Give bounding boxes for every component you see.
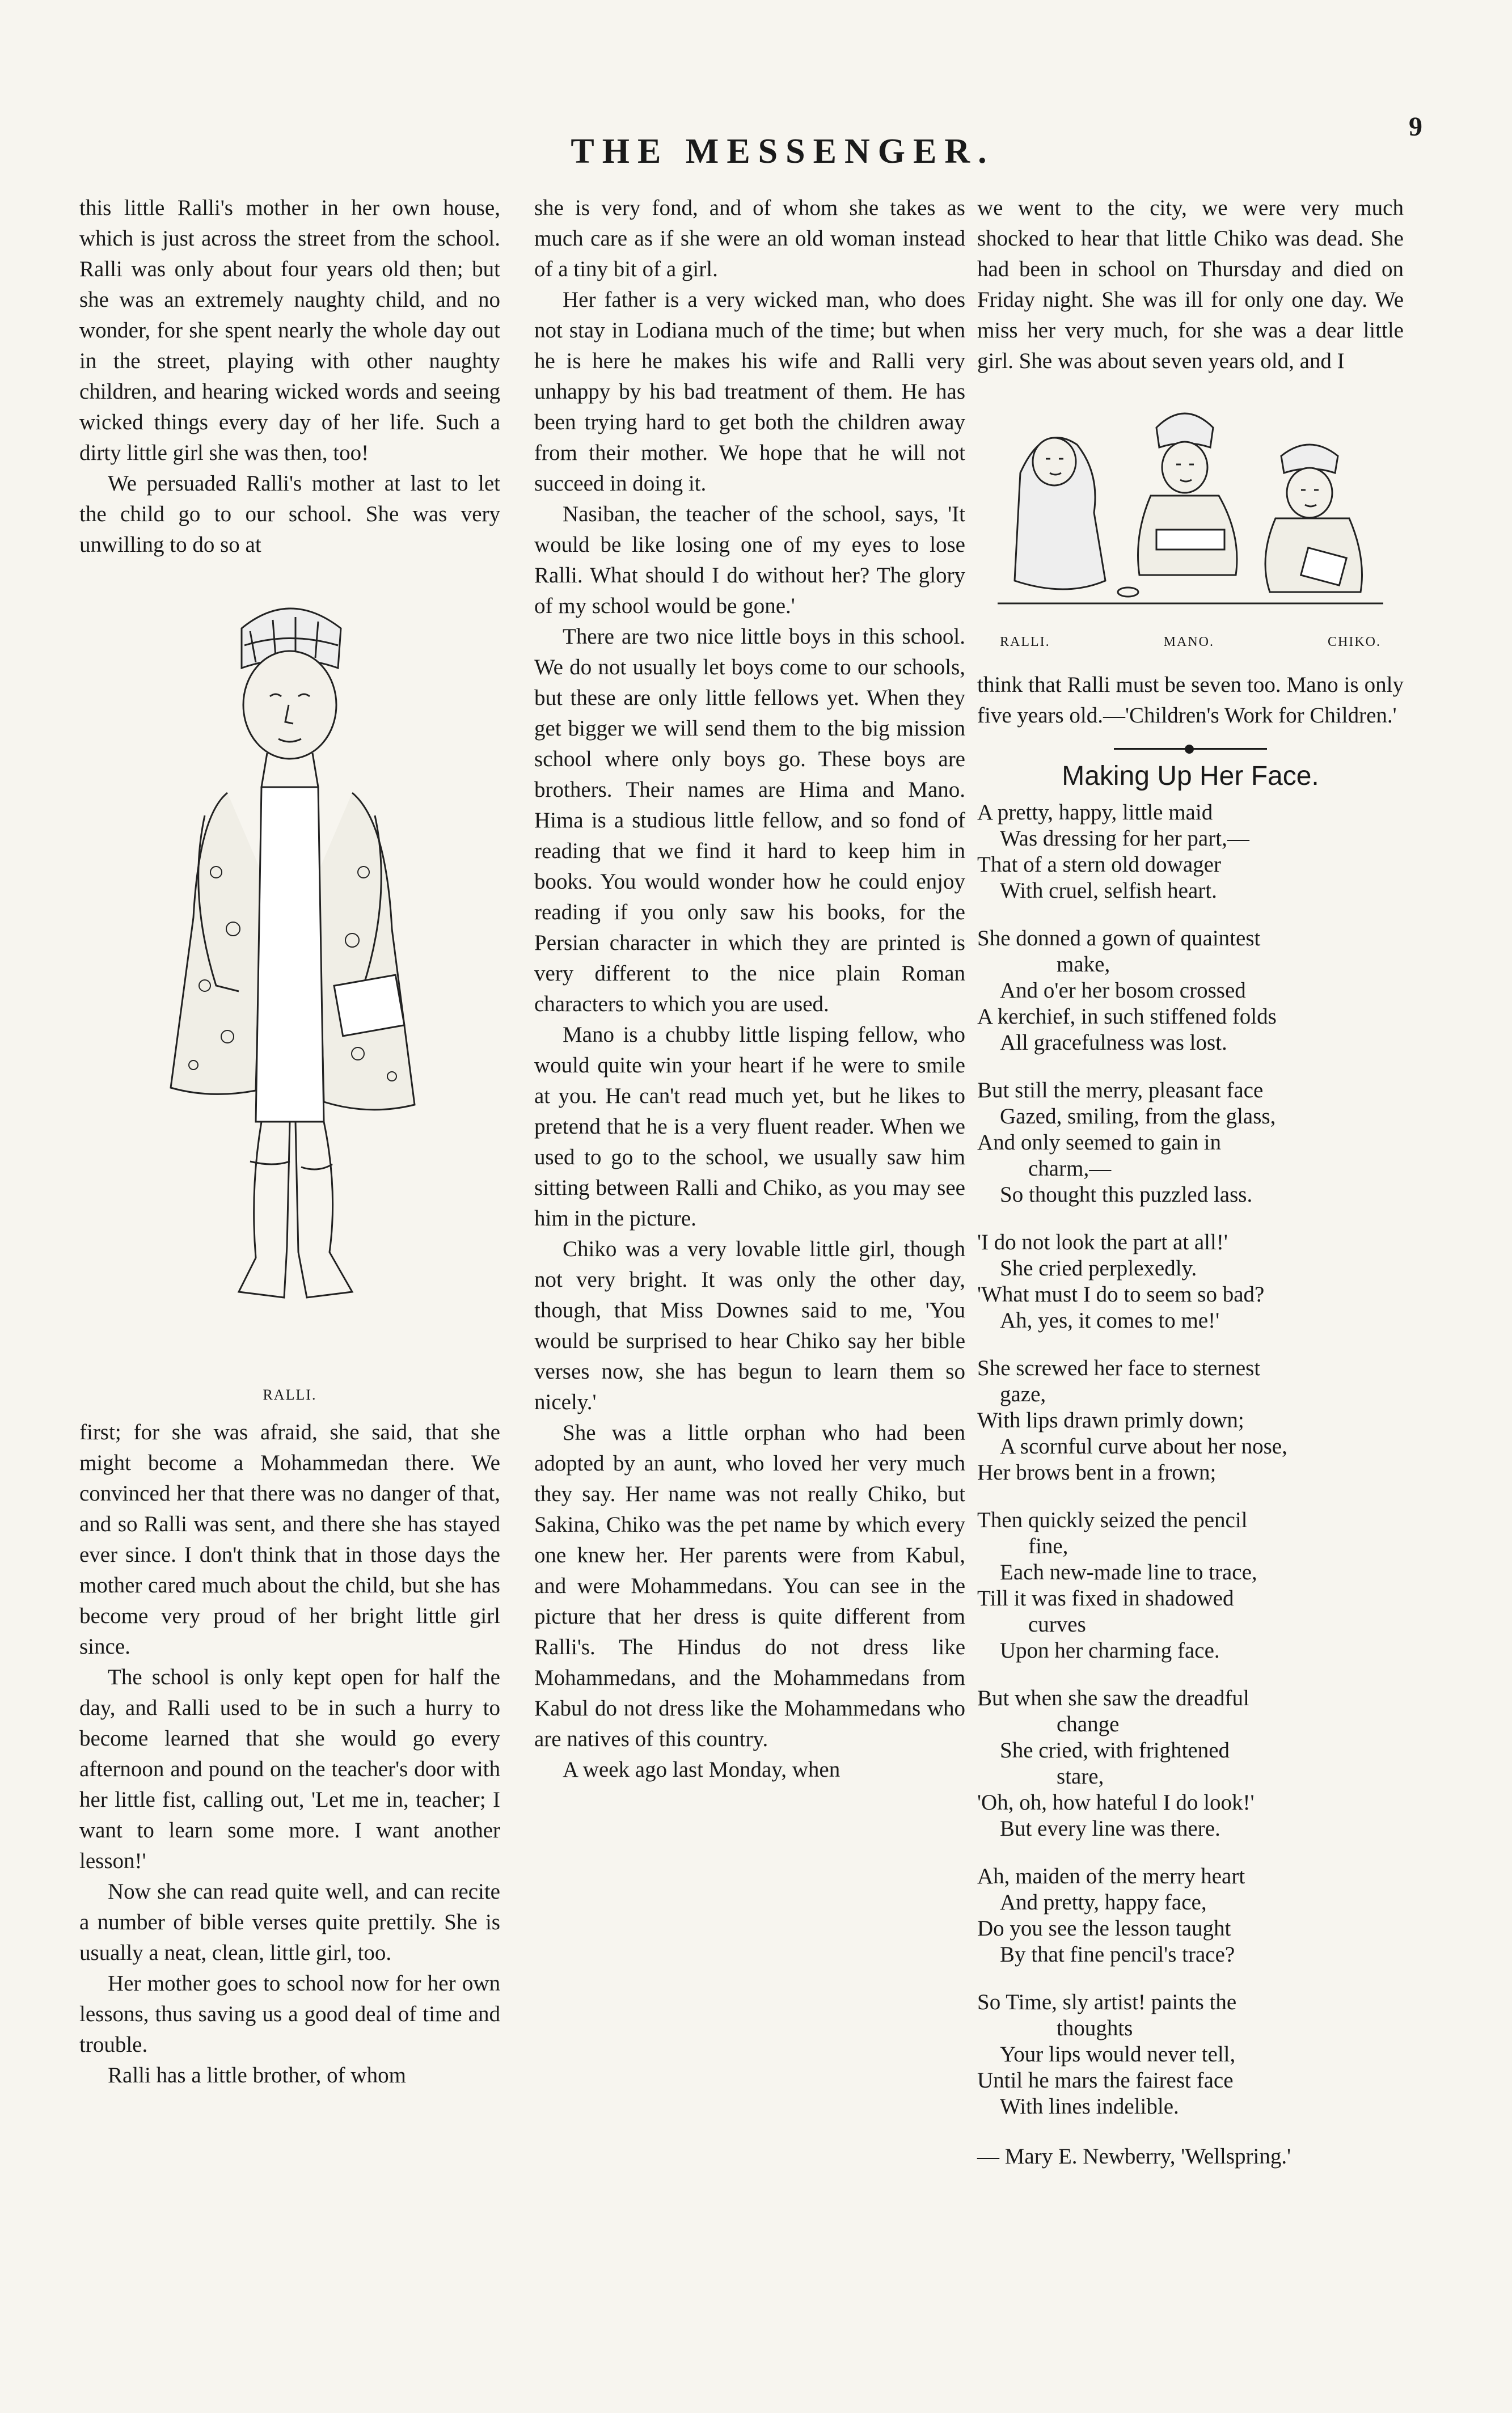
- poem-title: Making Up Her Face.: [1062, 761, 1319, 791]
- poem-line: But still the merry, pleasant face: [977, 1078, 1264, 1102]
- poem-line: And only seemed to gain in: [977, 1130, 1222, 1155]
- figure-caption: RALLI.: [263, 1387, 317, 1403]
- paragraph: The school is only kept open for half the day, and Ralli used to be in such a hurry to become learned that she would go every afternoon and pound on the teacher's door with her little fist, calling out, 'Let me in, teacher; I want to learn some more. I want another lesson!': [79, 1665, 500, 1873]
- paragraph: There are two nice little boys in this school. We do not usually let boys come to our schools, but these are only little fellows yet. When they get bigger we will send them to the big mission school where only boys go. These boys are brothers. Their names are Hima and Mano. Hima is a studious little fellow, and so fond of reading that we find it hard to keep him in books. You would wonder how he could enjoy reading if you only saw his books, for the Persian character in which they are printed is very different to the nice plain Roman characters to which you are used.: [534, 624, 965, 1016]
- poem-line: fine,: [1028, 1534, 1068, 1558]
- column-1: [79, 193, 500, 2091]
- figure-captions: [977, 627, 1404, 657]
- poem-line: She cried perplexedly.: [1000, 1256, 1197, 1281]
- poem-line: make,: [1057, 952, 1110, 977]
- three-children-illustration: [977, 388, 1404, 623]
- poem-line: Her brows bent in a frown;: [977, 1460, 1217, 1485]
- poem-line: Your lips would never tell,: [1000, 2042, 1236, 2067]
- poem-line: thoughts: [1057, 2016, 1133, 2040]
- poem-line: A pretty, happy, little maid: [977, 800, 1213, 825]
- poem-line: stare,: [1057, 1764, 1104, 1789]
- poem-line: change: [1057, 1712, 1120, 1736]
- poem-line: All gracefulness was lost.: [1000, 1030, 1227, 1055]
- poem-line: Gazed, smiling, from the glass,: [1000, 1104, 1276, 1129]
- poem-line: Each new-made line to trace,: [1000, 1560, 1257, 1584]
- poem-body: [977, 800, 1404, 2120]
- poem-stanza: [977, 1685, 1404, 1842]
- paragraph: Nasiban, the teacher of the school, says, 'It would be like losing one of my eyes to lose Ralli. What should I do without her? The glory of my school would be gone.': [534, 502, 965, 618]
- caption-mano: MANO.: [1163, 635, 1214, 649]
- poem-line: 'What must I do to seem so bad?: [977, 1282, 1265, 1307]
- caption-ralli: RALLI.: [1000, 635, 1050, 649]
- poem-stanza: [977, 1989, 1404, 2120]
- paragraph: this little Ralli's mother in her own house, which is just across the street from the school. Ralli was only about four years old then; but she was an extremely naughty child, and no wonder, for she spent nearly the whole day out in the street, playing with other naughty children, and hearing wicked words and seeing wicked things every day of her life. Such a dirty little girl she was then, too!: [79, 196, 500, 465]
- page-number: 9: [1409, 112, 1422, 142]
- poem-line: But when she saw the dreadful: [977, 1686, 1249, 1710]
- poem-stanza: [977, 926, 1404, 1056]
- masthead-title: THE MESSENGER.: [571, 132, 995, 171]
- column-2: [534, 193, 965, 1785]
- paragraph: Her father is a very wicked man, who does not stay in Lodiana much of the time; but when he is here he makes his wife and Ralli very unhappy by his bad treatment of them. He has been trying hard to get both the children away from their mother. We hope that he will not succeed in doing it.: [534, 288, 965, 496]
- paragraph: Ralli has a little brother, of whom: [108, 2063, 406, 2087]
- poem-line: charm,—: [1028, 1156, 1112, 1181]
- poem-line: A scornful curve about her nose,: [1000, 1434, 1287, 1459]
- poem-line: Ah, maiden of the merry heart: [977, 1864, 1245, 1888]
- paragraph: She was a little orphan who had been adopted by an aunt, who loved her very much they say. Her name was not really Chiko, but Sakina, Chiko was the pet name by which every one knew her. Her parents were from Kabul, and were Mohammedans. You can see in the picture that her dress is quite different from Ralli's. The Hindus do not dress like Mohammedans, and the Mohammedans from Kabul do not dress like the Mohammedans who are natives of this country.: [534, 1421, 965, 1751]
- poem-line: With lines indelible.: [1000, 2094, 1179, 2119]
- poem-line: By that fine pencil's trace?: [1000, 1942, 1235, 1967]
- poem-line: That of a stern old dowager: [977, 852, 1221, 877]
- paragraph: think that Ralli must be seven too. Mano is only five years old.—'Children's Work for Children.': [977, 673, 1404, 728]
- poem-stanza: [977, 1507, 1404, 1664]
- poem-line: Till it was fixed in shadowed: [977, 1586, 1234, 1611]
- paragraph: first; for she was afraid, she said, that she might become a Mohammedan there. We convinced her that there was no danger of that, and so Ralli was sent, and there she has stayed ever since. I don't think that in those days the mother cared much about the child, but she has become very proud of her bright little girl since.: [79, 1420, 500, 1659]
- paragraph: Chiko was a very lovable little girl, though not very bright. It was only the other day, though, that Miss Downes said to me, 'You would be surprised to hear Chiko say her bible verses now, she has begun to learn them so nicely.': [534, 1237, 965, 1414]
- paragraph: A week ago last Monday, when: [563, 1757, 841, 1782]
- poem-line: She donned a gown of quaintest: [977, 926, 1261, 950]
- poem-stanza: [977, 1355, 1404, 1486]
- paragraph: we went to the city, we were very much shocked to hear that little Chiko was dead. She had been in school on Thursday and died on Friday night. She was ill for only one day. We miss her very much, for she was a dear little girl. She was about seven years old, and I: [977, 196, 1404, 373]
- poem-line: 'Oh, oh, how hateful I do look!': [977, 1790, 1255, 1815]
- poem-line: 'I do not look the part at all!': [977, 1230, 1228, 1254]
- poem-line: Do you see the lesson taught: [977, 1916, 1231, 1941]
- poem-line: So thought this puzzled lass.: [1000, 1182, 1253, 1207]
- poem-stanza: [977, 1077, 1404, 1208]
- poem-attribution: — Mary E. Newberry, 'Wellspring.': [977, 2144, 1291, 2169]
- poem-line: So Time, sly artist! paints the: [977, 1990, 1237, 2014]
- caption-chiko: CHIKO.: [1328, 635, 1381, 649]
- paragraph: Her mother goes to school now for her own lessons, thus saving us a good deal of time and trouble.: [79, 1971, 500, 2057]
- poem-line: Until he mars the fairest face: [977, 2068, 1234, 2093]
- poem-line: Was dressing for her part,—: [1000, 826, 1249, 851]
- poem-line: Upon her charming face.: [1000, 1638, 1220, 1663]
- paragraph: she is very fond, and of whom she takes as much care as if she were an old woman instead of a tiny bit of a girl.: [534, 196, 965, 281]
- children-drawing-icon: [986, 388, 1395, 615]
- poem-stanza: [977, 1229, 1404, 1334]
- paragraph: Now she can read quite well, and can recite a number of bible verses quite prettily. She is usually a neat, clean, little girl, too.: [79, 1879, 500, 1965]
- poem-line: With lips drawn primly down;: [977, 1408, 1244, 1432]
- poem-line: curves: [1028, 1612, 1086, 1637]
- ralli-illustration: [79, 577, 500, 1410]
- section-divider: [1114, 748, 1267, 750]
- poem-line: And o'er her bosom crossed: [1000, 978, 1246, 1003]
- poem-line: Ah, yes, it comes to me!': [1000, 1308, 1220, 1333]
- column-3: [977, 193, 1404, 2172]
- poem-line: A kerchief, in such stiffened folds: [977, 1004, 1277, 1029]
- poem-line: And pretty, happy face,: [1000, 1890, 1207, 1915]
- poem-line: But every line was there.: [1000, 1816, 1220, 1841]
- paragraph: Mano is a chubby little lisping fellow, who would quite win your heart if he were to smile at you. He can't read much yet, but he likes to pretend that he is a very fluent reader. When we used to go to the school, we usually saw him sitting between Ralli and Chiko, as you may see him in the picture.: [534, 1022, 965, 1231]
- poem-line: Then quickly seized the pencil: [977, 1508, 1248, 1532]
- poem-line: gaze,: [1000, 1382, 1046, 1406]
- poem-stanza: [977, 800, 1404, 904]
- poem-line: With cruel, selfish heart.: [1000, 878, 1217, 903]
- ralli-drawing-icon: [120, 577, 460, 1366]
- poem-line: She screwed her face to sternest: [977, 1356, 1261, 1380]
- poem-line: She cried, with frightened: [1000, 1738, 1230, 1763]
- paragraph: We persuaded Ralli's mother at last to let the child go to our school. She was very unwilling to do so at: [79, 471, 500, 557]
- poem-stanza: [977, 1863, 1404, 1968]
